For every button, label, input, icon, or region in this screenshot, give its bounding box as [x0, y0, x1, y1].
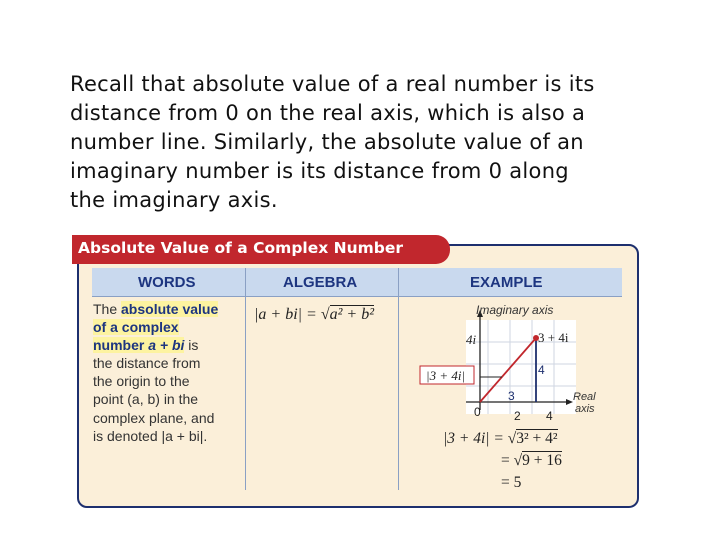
- header-example: EXAMPLE: [470, 274, 543, 291]
- term-highlight: absolute value: [121, 301, 219, 317]
- words-line: [93, 300, 243, 318]
- point-label: 3 + 4i: [538, 330, 569, 345]
- words-line: the distance from: [93, 355, 201, 372]
- real-axis-label-2: axis: [575, 403, 595, 415]
- calc-text: =: [501, 452, 514, 469]
- formula-rhs: a² + b²: [329, 306, 375, 323]
- header-algebra: ALGEBRA: [283, 274, 358, 291]
- column-divider: [398, 268, 399, 490]
- calc-line: = 5: [501, 474, 522, 491]
- term-highlight: of a complex: [93, 319, 179, 336]
- origin-label: 0: [474, 405, 481, 419]
- words-text: The: [93, 301, 122, 317]
- imaginary-axis-label: Imaginary axis: [476, 303, 554, 317]
- column-divider: [245, 268, 246, 490]
- calc-text: |3 + 4i| =: [443, 430, 508, 447]
- calc-line: [443, 450, 562, 472]
- calc-text: 9 + 16: [522, 452, 562, 469]
- algebra-formula: [254, 306, 374, 324]
- words-text: is: [184, 337, 199, 354]
- intro-line: the imaginary axis.: [70, 188, 278, 212]
- intro-line: imaginary number is its distance from 0 along: [70, 159, 569, 183]
- words-column: [93, 300, 243, 445]
- term-highlight: a + bi: [148, 337, 185, 354]
- tick-4-label: 4: [546, 409, 553, 423]
- calc-line: [443, 428, 562, 450]
- complex-plane-graph: [418, 298, 618, 426]
- words-line: [93, 318, 243, 336]
- sqrt-icon: √: [513, 452, 523, 469]
- sqrt-icon: √: [320, 306, 330, 323]
- formula-lhs: |a + bi| =: [254, 306, 317, 323]
- side-length-horizontal: 3: [508, 389, 515, 403]
- side-length-vertical: 4: [538, 363, 545, 377]
- words-line: point (a, b) in the: [93, 391, 199, 408]
- example-calculation: [443, 428, 562, 494]
- words-line: is denoted |a + bi|.: [93, 427, 208, 444]
- words-line: complex plane, and: [93, 409, 215, 426]
- sqrt-icon: √: [507, 430, 517, 447]
- header-words: WORDS: [138, 274, 196, 291]
- intro-line: Recall that absolute value of a real number is its: [70, 72, 595, 96]
- tick-2-label: 2: [514, 409, 521, 423]
- calc-text: 3² + 4²: [516, 430, 558, 447]
- intro-line: number line. Similarly, the absolute value of an: [70, 130, 584, 154]
- intro-line: distance from 0 on the real axis, which is also a: [70, 101, 586, 125]
- callout-label: |3 + 4i|: [426, 368, 466, 383]
- real-axis-label-1: Real: [573, 391, 596, 403]
- intro-paragraph: [70, 70, 670, 215]
- words-line: [93, 336, 243, 354]
- tick-4i-label: 4i: [466, 332, 477, 347]
- term-highlight: number: [93, 337, 149, 354]
- box-title: Absolute Value of a Complex Number: [78, 239, 404, 257]
- words-line: the origin to the: [93, 373, 190, 390]
